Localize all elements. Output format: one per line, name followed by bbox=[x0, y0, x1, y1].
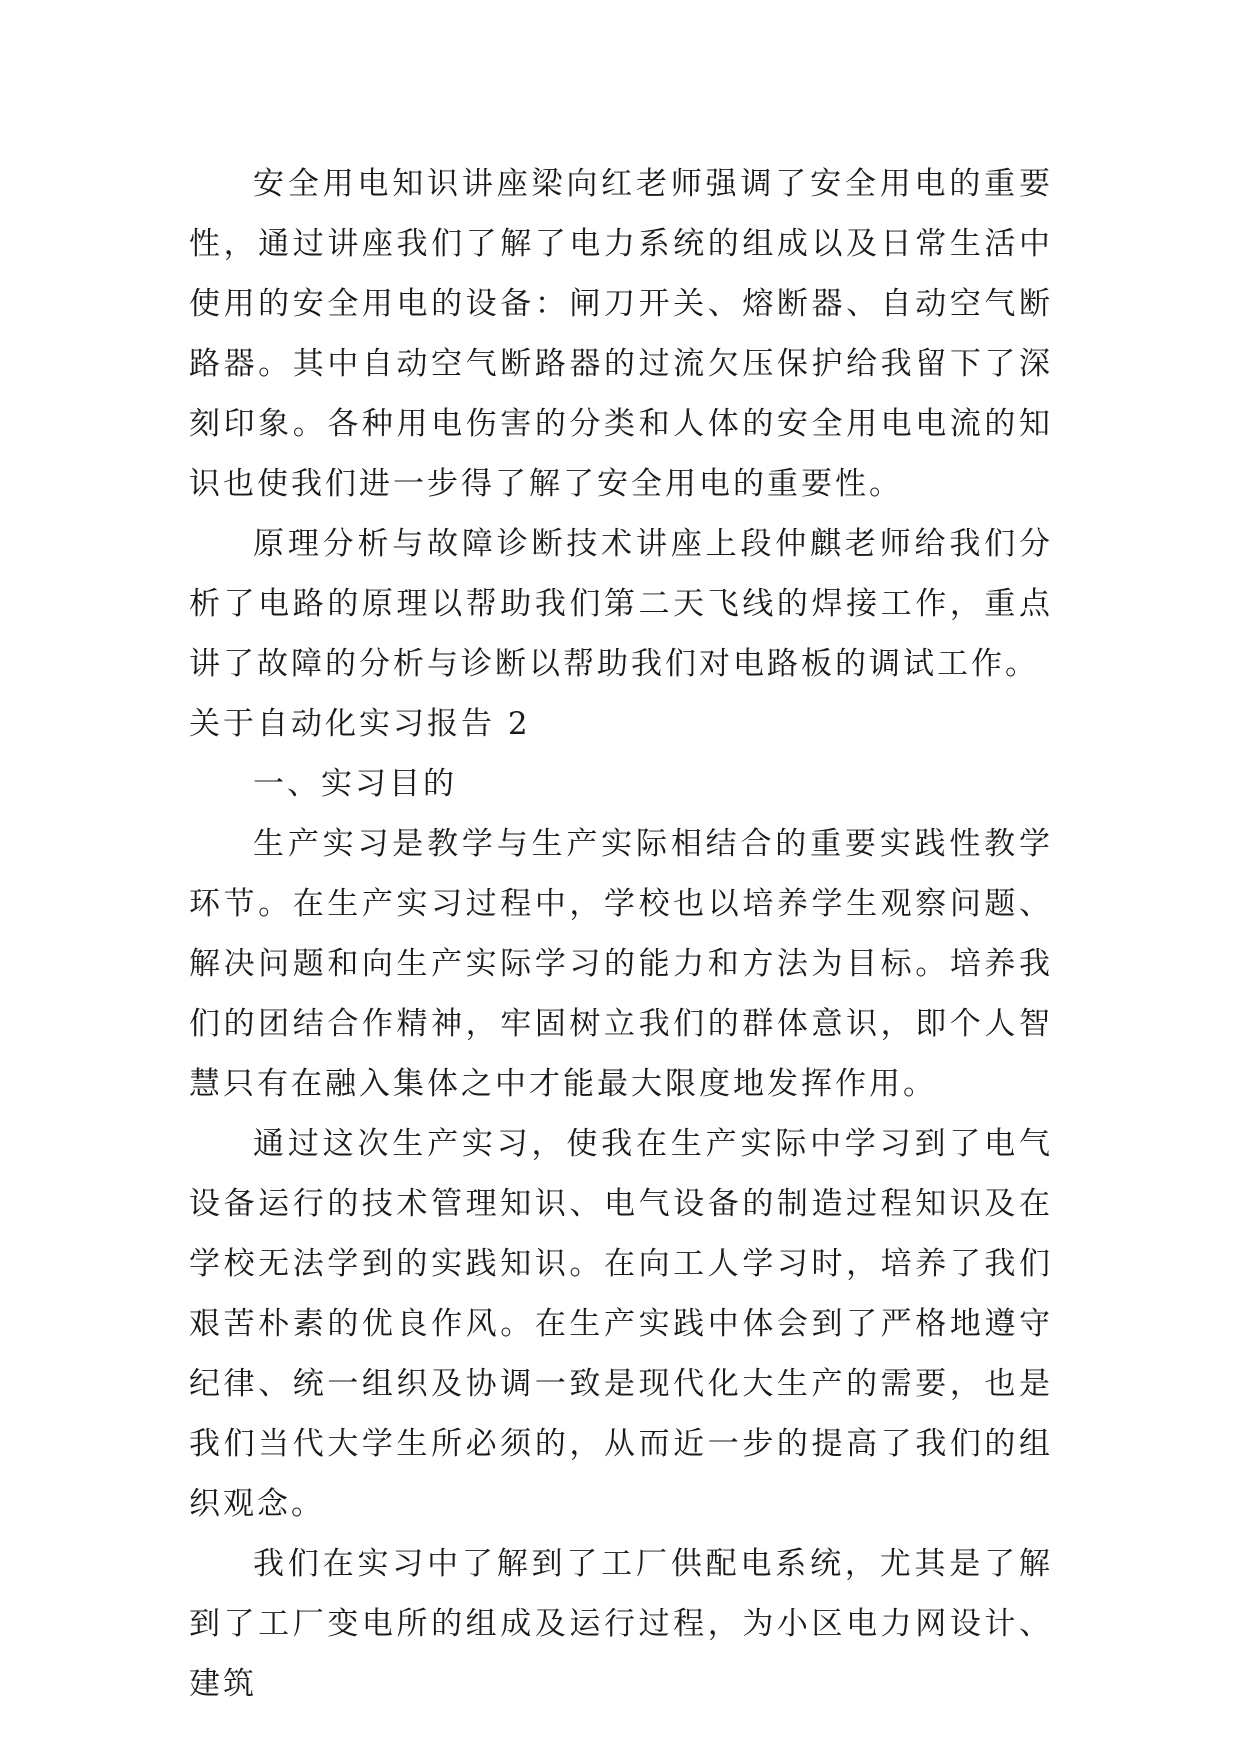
section-heading-purpose: 一、实习目的 bbox=[253, 766, 457, 802]
paragraph-safety-lecture: 安全用电知识讲座梁向红老师强调了安全用电的重要性，通过讲座我们了解了电力系统的组成以及日常生活中使用的安全用电的设备：闸刀开关、熔断器、自动空气断路器。其中自动空气断路器的过流欠压保护给我留下了深刻印象。各种用电伤害的分类和人体的安全用电电流的知识也使我们进一步得了解了安全用电的重要性。 bbox=[189, 166, 1053, 502]
paragraph-power-system: 我们在实习中了解到了工厂供配电系统，尤其是了解到了工厂变电所的组成及运行过程，为小区电力网设计、建筑 bbox=[189, 1546, 1053, 1702]
report-title: 关于自动化实习报告 2 bbox=[189, 706, 531, 742]
paragraph-internship-gains: 通过这次生产实习，使我在生产实际中学习到了电气设备运行的技术管理知识、电气设备的制造过程知识及在学校无法学到的实践知识。在向工人学习时，培养了我们艰苦朴素的优良作风。在生产实践中体会到了严格地遵守纪律、统一组织及协调一致是现代化大生产的需要，也是我们当代大学生所必须的，从而近一步的提高了我们的组织观念。 bbox=[189, 1126, 1053, 1522]
paragraph-fault-diagnosis-lecture: 原理分析与故障诊断技术讲座上段仲麒老师给我们分析了电路的原理以帮助我们第二天飞线的焊接工作，重点讲了故障的分析与诊断以帮助我们对电路板的调试工作。 bbox=[189, 526, 1053, 682]
document-body bbox=[189, 154, 1053, 1714]
paragraph-internship-purpose: 生产实习是教学与生产实际相结合的重要实践性教学环节。在生产实习过程中，学校也以培养学生观察问题、解决问题和向生产实际学习的能力和方法为目标。培养我们的团结合作精神，牢固树立我们的群体意识，即个人智慧只有在融入集体之中才能最大限度地发挥作用。 bbox=[189, 826, 1053, 1102]
